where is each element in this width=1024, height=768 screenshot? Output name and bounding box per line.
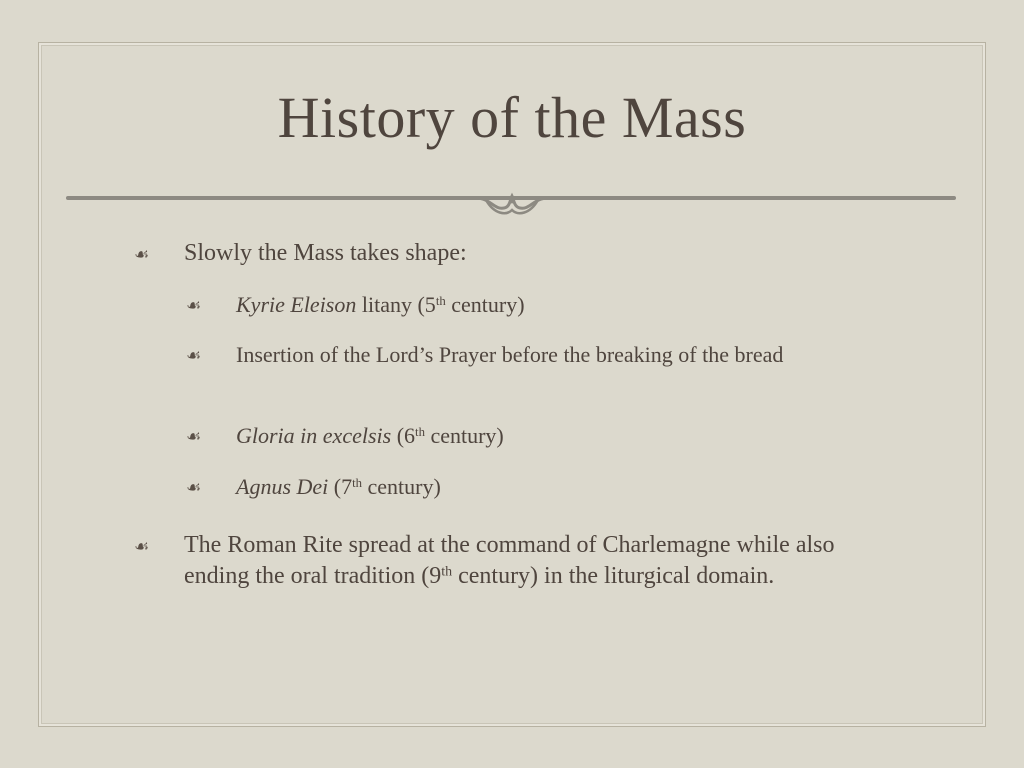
bullet-item xyxy=(184,238,904,269)
italic-term: Agnus Dei xyxy=(236,474,329,499)
bullet-text: century) xyxy=(445,292,525,317)
fleuron-bullet-icon: ☙ xyxy=(134,537,150,557)
bullet-text: litany (5 xyxy=(356,292,436,317)
bullet-text: Insertion of the Lord’s Prayer before the breaking of the bread xyxy=(236,342,784,367)
bullet-text: The Roman Rite spread at the command of Charlemagne while also ending the oral tradition (9 xyxy=(184,532,835,589)
italic-term: Gloria in excelsis xyxy=(236,423,392,448)
bullet-text: (7 xyxy=(328,474,353,499)
bullet-text: century) xyxy=(424,423,504,448)
bullet-item xyxy=(184,530,904,592)
bullet-text: century) xyxy=(362,474,441,499)
divider-ornament-icon xyxy=(472,188,552,220)
sub-bullet-item xyxy=(236,472,896,501)
ordinal-suffix: th xyxy=(435,293,446,308)
bullet-text: century) in the liturgical domain. xyxy=(452,563,775,589)
fleuron-bullet-icon: ☙ xyxy=(186,478,202,498)
fleuron-bullet-icon: ☙ xyxy=(186,296,202,316)
fleuron-bullet-icon: ☙ xyxy=(186,346,202,366)
bullet-text: (6 xyxy=(391,423,416,448)
bullet-text: Slowly the Mass takes shape: xyxy=(184,240,467,266)
italic-term: Kyrie Eleison xyxy=(236,292,357,317)
sub-bullet-item xyxy=(236,340,876,369)
sub-bullet-item xyxy=(236,421,896,450)
ordinal-suffix: th xyxy=(415,424,425,439)
ordinal-suffix: th xyxy=(352,475,363,490)
fleuron-bullet-icon: ☙ xyxy=(134,245,150,265)
ordinal-suffix: th xyxy=(441,564,453,580)
slide-title: History of the Mass xyxy=(277,85,747,150)
sub-bullet-item xyxy=(236,290,896,319)
fleuron-bullet-icon: ☙ xyxy=(186,427,202,447)
